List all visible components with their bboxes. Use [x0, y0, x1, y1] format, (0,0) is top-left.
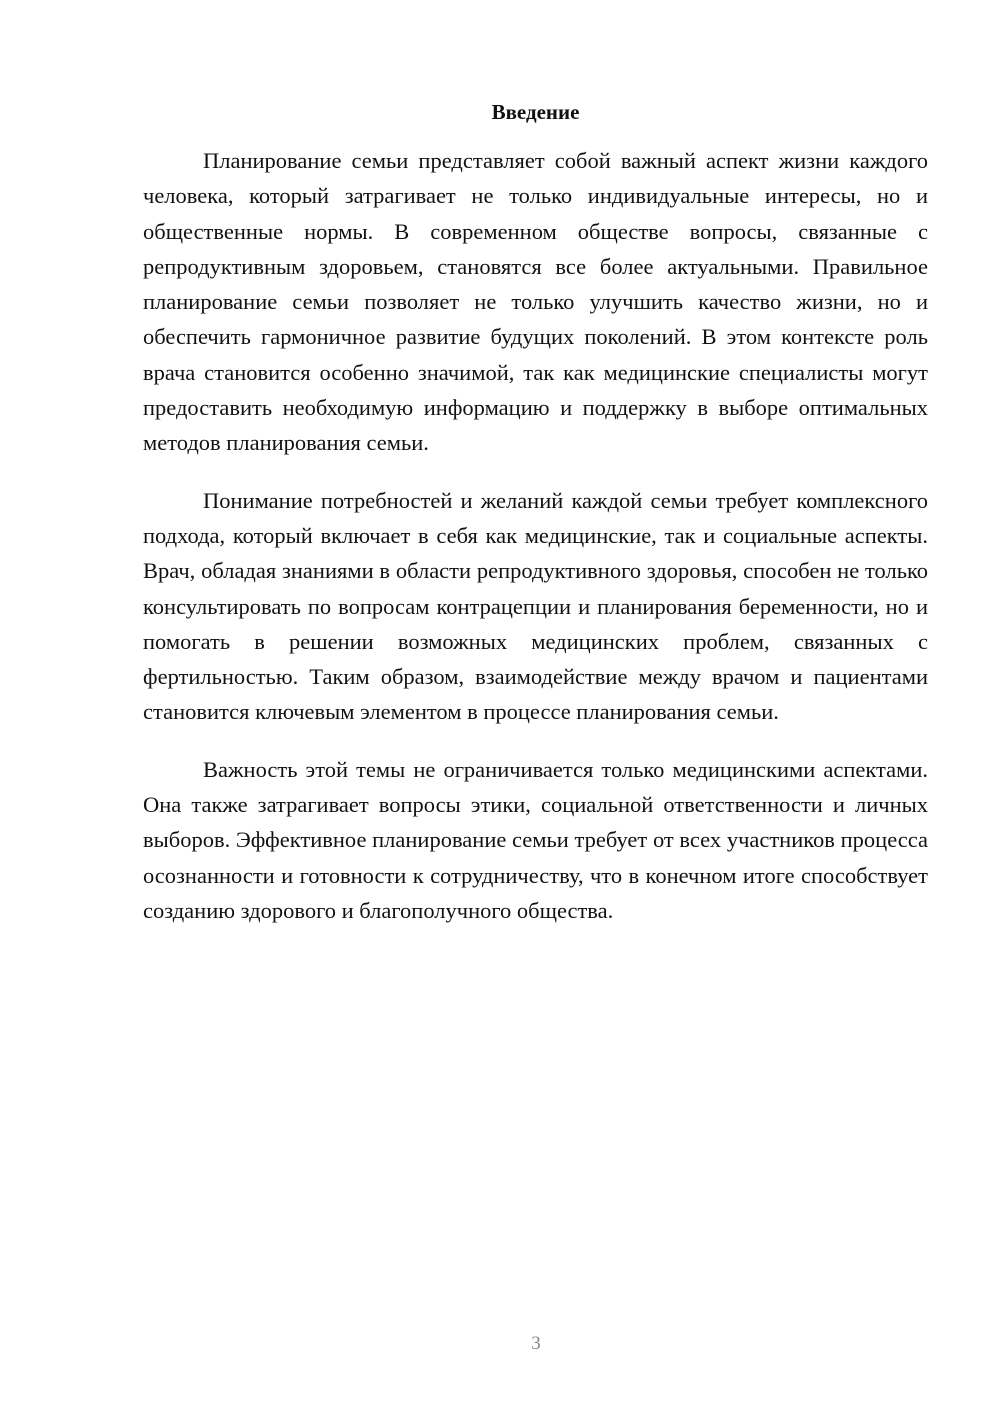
page-number: 3 [531, 1333, 541, 1354]
section-title: Введение [491, 100, 580, 124]
paragraph-1: Планирование семьи представляет собой важный аспект жизни каждого человека, который затрагивает не только индивидуальные интересы, но и общественные нормы. В современном обществе вопросы, связанные с репродуктивным здоровьем, становятся все более актуальными. Правильное планирование семьи позволяет не только улучшить качество жизни, но и обеспечить гармоничное развитие будущих поколений. В этом контексте роль врача становится особенно значимой, так как медицинские специалисты могут предоставить необходимую информацию и поддержку в выборе оптимальных методов планирования семьи. [143, 148, 928, 456]
body-text [143, 143, 928, 950]
paragraph-3: Важность этой темы не ограничивается только медицинскими аспектами. Она также затрагивает вопросы этики, социальной ответственности и личных выборов. Эффективное планирование семьи требует от всех участников процесса осознанности и готовности к сотрудничеству, что в конечном итоге способствует созданию здорового и благополучного общества. [143, 756, 928, 923]
paragraph-2: Понимание потребностей и желаний каждой семьи требует комплексного подхода, который включает в себя как медицинские, так и социальные аспекты. Врач, обладая знаниями в области репродуктивного здоровья, способен не только консультировать по вопросам контрацепции и планирования беременности, но и помогать в решении возможных медицинских проблем, связанных с фертильностью. Таким образом, взаимодействие между врачом и пациентами становится ключевым элементом в процессе планирования семьи. [143, 487, 928, 725]
